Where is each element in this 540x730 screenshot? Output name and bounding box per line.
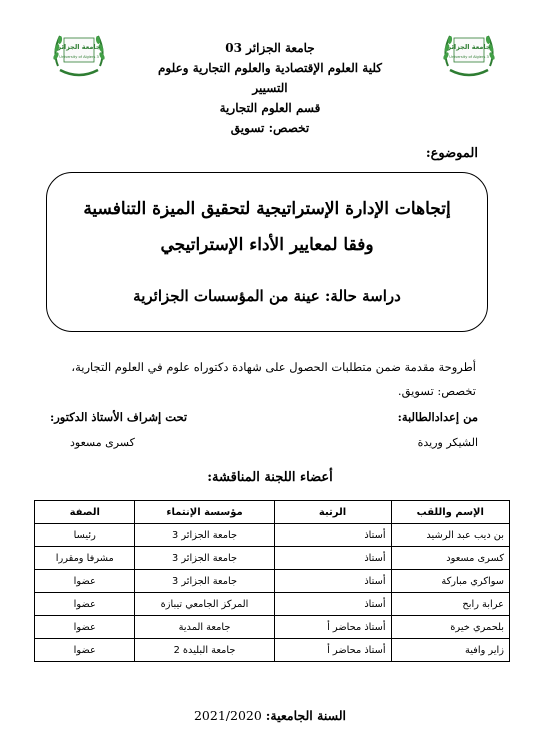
title-box	[46, 172, 488, 332]
university-name: جامعة الجزائر 03	[225, 41, 315, 55]
logo-top-text: جامعة الجزائر	[57, 43, 101, 51]
member-institution: جامعة الجزائر 3	[135, 570, 274, 593]
university-logo-left	[48, 22, 110, 84]
column-header-rank: الرتبة	[274, 501, 391, 524]
faculty-name: كلية العلوم الإقتصادية والعلوم التجارية وعلوم التسيير	[157, 61, 383, 95]
member-rank: أستاذ محاضر أ	[274, 639, 391, 662]
member-rank: أستاذ	[274, 593, 391, 616]
member-role: عضوا	[35, 593, 135, 616]
thesis-description-line2: تخصص: تسويق.	[397, 384, 476, 398]
logo-top-text: جامعة الجزائر	[447, 43, 491, 51]
prepared-by-label: من إعدادالطالبة:	[397, 410, 478, 424]
member-name: زاير وافية	[391, 639, 509, 662]
academic-year-label: السنة الجامعية:	[265, 708, 347, 723]
member-rank: أستاذ	[274, 524, 391, 547]
column-header-institution: مؤسسة الإنتماء	[135, 501, 274, 524]
table-row	[35, 593, 510, 616]
member-rank: أستاذ	[274, 570, 391, 593]
logo-bottom-text: University of Algiers 3	[449, 55, 489, 59]
table-row	[35, 570, 510, 593]
thesis-title-line1: إتجاهات الإدارة الإستراتيجية لتحقيق الميزة التنافسية	[83, 199, 451, 219]
department-name: قسم العلوم التجارية	[219, 101, 321, 115]
table-header-row	[35, 501, 510, 524]
member-name: بن ديب عبد الرشيد	[391, 524, 509, 547]
table-row	[35, 616, 510, 639]
member-role: مشرفا ومقررا	[35, 547, 135, 570]
member-institution: المركز الجامعي تيبازة	[135, 593, 274, 616]
member-institution: جامعة الجزائر 3	[135, 524, 274, 547]
student-name: الشيكر وريدة	[417, 436, 478, 449]
member-role: عضوا	[35, 639, 135, 662]
member-role: عضوا	[35, 570, 135, 593]
thesis-description-line1: أطروحة مقدمة ضمن متطلبات الحصول على شهادة دكتوراه علوم في العلوم التجارية،	[71, 360, 476, 374]
committee-title: أعضاء اللجنة المناقشة:	[207, 470, 333, 485]
member-institution: جامعة الجزائر 3	[135, 547, 274, 570]
member-role: عضوا	[35, 616, 135, 639]
university-logo-right	[438, 22, 500, 84]
member-name: كسرى مسعود	[391, 547, 509, 570]
member-role: رئيسا	[35, 524, 135, 547]
committee-table	[34, 500, 510, 662]
column-header-name: الإسم واللقب	[391, 501, 509, 524]
member-name: سواكري مباركة	[391, 570, 509, 593]
table-row	[35, 547, 510, 570]
member-rank: أستاذ	[274, 547, 391, 570]
column-header-role: الصفة	[35, 501, 135, 524]
supervisor-label: تحت إشراف الأستاذ الدكتور:	[50, 410, 188, 424]
document-header	[150, 38, 390, 138]
specialty-line: تخصص: تسويق	[230, 121, 310, 135]
logo-bottom-text: University of Algiers 3	[59, 55, 99, 59]
table-row	[35, 524, 510, 547]
member-name: عرابة رابح	[391, 593, 509, 616]
thesis-description	[56, 355, 476, 403]
case-study-line: دراسة حالة: عينة من المؤسسات الجزائرية	[133, 287, 401, 305]
supervisor-name: كسرى مسعود	[70, 436, 135, 449]
member-rank: أستاذ محاضر أ	[274, 616, 391, 639]
table-row	[35, 639, 510, 662]
member-name: بلحمري خيرة	[391, 616, 509, 639]
member-institution: جامعة البليدة 2	[135, 639, 274, 662]
thesis-title-line2: وفقا لمعايير الأداء الإستراتيجي	[160, 235, 374, 255]
subject-label: الموضوع:	[425, 146, 478, 161]
academic-year-value: 2021/2020	[193, 708, 262, 723]
academic-year	[0, 708, 540, 723]
member-institution: جامعة المدية	[135, 616, 274, 639]
